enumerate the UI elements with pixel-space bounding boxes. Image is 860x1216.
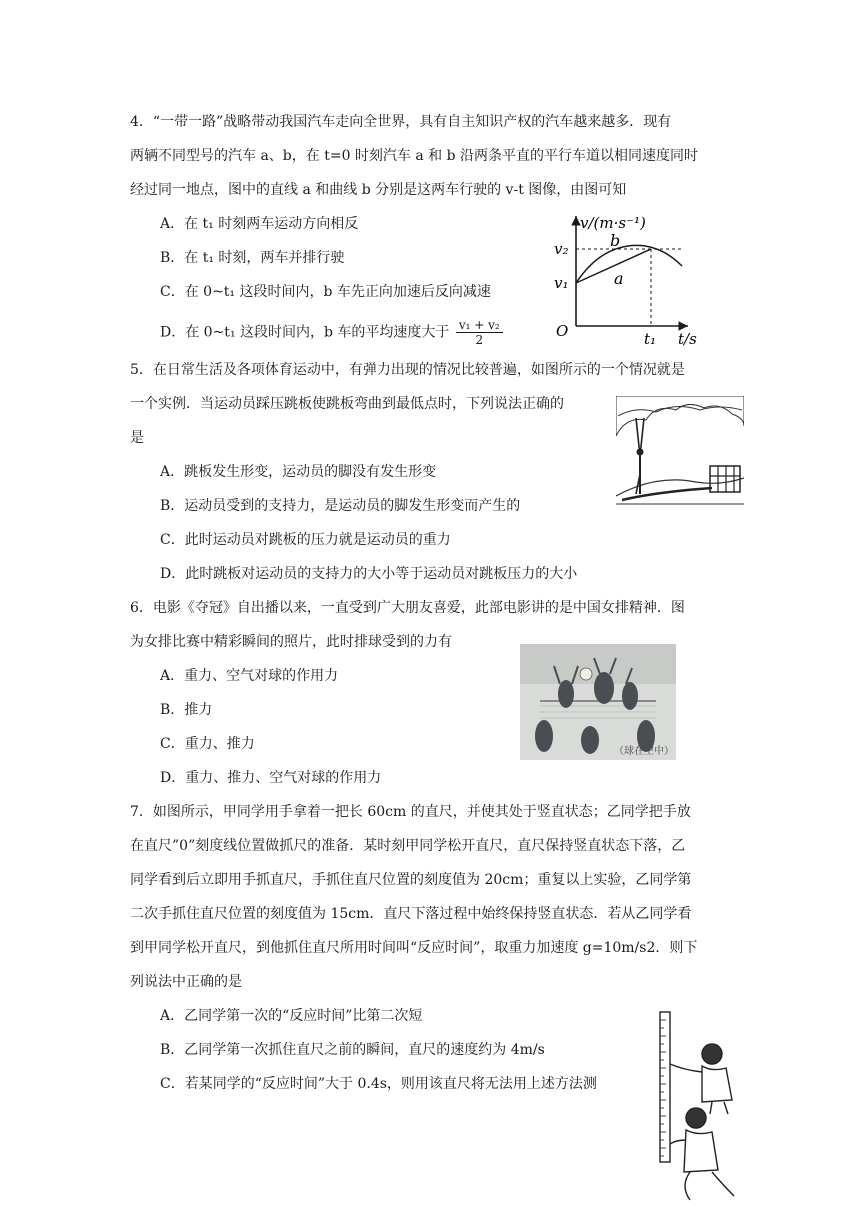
vt-ylabel: v/(m·s⁻¹) bbox=[580, 214, 646, 232]
vt-curve-b-label: b bbox=[610, 231, 621, 250]
q6-stem-line-1: 6．电影《夺冠》自出播以来，一直受到广大朋友喜爱，此部电影讲的是中国女排精神．图 bbox=[130, 600, 685, 616]
q5-stem-line-1: 5．在日常生活及各项体育运动中，有弹力出现的情况比较普遍，如图所示的一个情况就是 bbox=[130, 362, 685, 378]
q6-option-a: A．重力、空气对球的作用力 bbox=[160, 668, 339, 684]
q5-stem-line-3: 是 bbox=[130, 430, 144, 446]
vt-v1-label: v₁ bbox=[554, 274, 569, 292]
q5-stem-line-2: 一个实例．当运动员踩压跳板使跳板弯曲到最低点时，下列说法正确的 bbox=[130, 396, 564, 412]
q5-option-b: B．运动员受到的支持力，是运动员的脚发生形变而产生的 bbox=[160, 498, 521, 514]
q4-option-d-fraction bbox=[456, 318, 503, 347]
vt-graph bbox=[548, 208, 708, 348]
ruler-experiment-figure bbox=[650, 1010, 746, 1210]
photo-caption: （球在空中） bbox=[614, 746, 674, 757]
fraction-numerator: v₁ + v₂ bbox=[456, 318, 503, 333]
q4-option-d bbox=[160, 318, 503, 347]
q4-option-b: B．在 t₁ 时刻，两车并排行驶 bbox=[160, 250, 345, 266]
diving-board-figure bbox=[616, 396, 744, 512]
fraction-denominator: 2 bbox=[475, 333, 484, 347]
q5-option-a: A．跳板发生形变，运动员的脚没有发生形变 bbox=[160, 464, 437, 480]
q4-option-c: C．在 0~t₁ 这段时间内，b 车先正向加速后反向减速 bbox=[160, 284, 491, 300]
q7-stem-line-6: 列说法中正确的是 bbox=[130, 974, 242, 990]
student-yi bbox=[670, 1108, 734, 1200]
q7-option-b: B．乙同学第一次抓住直尺之前的瞬间，直尺的速度约为 4m/s bbox=[160, 1042, 545, 1058]
vt-xlabel: t/s bbox=[678, 330, 697, 348]
q6-option-b: B．推力 bbox=[160, 702, 213, 718]
vt-curve-a-label: a bbox=[614, 269, 624, 288]
vt-v2-label: v₂ bbox=[554, 240, 569, 258]
q4-option-d-text: D．在 0~t₁ 这段时间内，b 车的平均速度大于 bbox=[160, 324, 450, 341]
vt-origin: O bbox=[556, 322, 569, 340]
q5-option-c: C．此时运动员对跳板的压力就是运动员的重力 bbox=[160, 532, 451, 548]
q4-stem-line-1: 4．“一带一路”战略带动我国汽车走向全世界，具有自主知识产权的汽车越来越多．现有 bbox=[130, 114, 672, 130]
volleyball-photo bbox=[520, 644, 676, 760]
ruler bbox=[660, 1012, 670, 1162]
q6-stem-line-2: 为女排比赛中精彩瞬间的照片，此时排球受到的力有 bbox=[130, 634, 452, 650]
q6-option-c: C．重力、推力 bbox=[160, 736, 255, 752]
q4-stem-line-3: 经过同一地点，图中的直线 a 和曲线 b 分别是这两车行驶的 v-t 图像，由图可知 bbox=[130, 182, 627, 198]
vt-t1-label: t₁ bbox=[644, 330, 657, 348]
q4-stem-line-2: 两辆不同型号的汽车 a、b，在 t=0 时刻汽车 a 和 b 沿两条平直的平行车道以相同速度同时 bbox=[130, 148, 699, 164]
q7-stem-line-3: 同学看到后立即用手抓直尺，手抓住直尺位置的刻度值为 20cm；重复以上实验，乙同学第 bbox=[130, 872, 692, 888]
q4-option-a: A．在 t₁ 时刻两车运动方向相反 bbox=[160, 216, 359, 232]
q5-option-d: D．此时跳板对运动员的支持力的大小等于运动员对跳板压力的大小 bbox=[160, 566, 578, 582]
q6-option-d: D．重力、推力、空气对球的作用力 bbox=[160, 770, 382, 786]
q7-option-c: C．若某同学的“反应时间”大于 0.4s，则用该直尺将无法用上述方法测 bbox=[160, 1076, 597, 1092]
vt-curve-b bbox=[576, 245, 682, 283]
volleyball-ball bbox=[580, 668, 592, 680]
q7-stem-line-2: 在直尺”0”刻度线位置做抓尺的准备．某时刻甲同学松开直尺，直尺保持竖直状态下落，乙 bbox=[130, 838, 686, 854]
q7-stem-line-4: 二次手抓住直尺位置的刻度值为 15cm．直尺下落过程中始终保持竖直状态．若从乙同学看 bbox=[130, 906, 692, 922]
student-jia bbox=[670, 1044, 732, 1114]
q7-option-a: A．乙同学第一次的“反应时间”比第二次短 bbox=[160, 1008, 423, 1024]
q7-stem-line-1: 7．如图所示，甲同学用手拿着一把长 60cm 的直尺，并使其处于竖直状态；乙同学把手放 bbox=[130, 804, 691, 820]
q7-stem-line-5: 到甲同学松开直尺，到他抓住直尺所用时间叫“反应时间”，取重力加速度 g=10m/s2．则下 bbox=[130, 940, 698, 956]
